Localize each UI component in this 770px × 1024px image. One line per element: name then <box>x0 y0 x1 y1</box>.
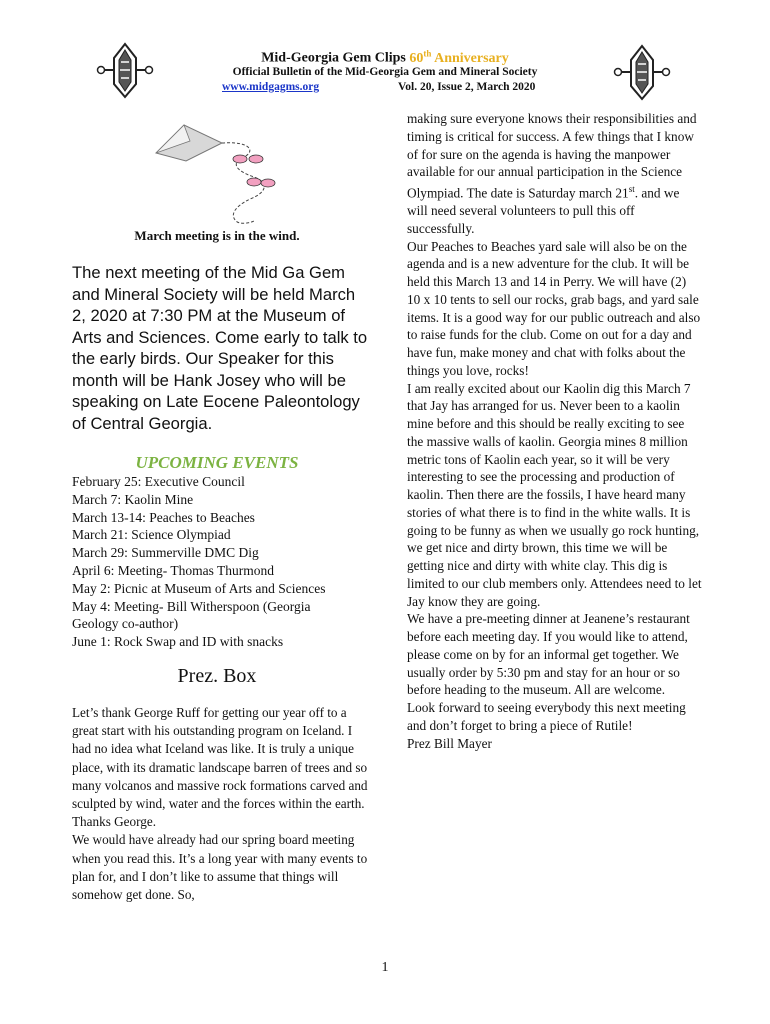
signature: Prez Bill Mayer <box>407 735 492 751</box>
right-paragraph-4: We have a pre-meeting dinner at Jeanene’s restaurant before each meeting day. If you would like to attend, please come on by for an informal get together. We usually order by 5:30 pm and stay for an hour or so before heading to the museum. All are welcome. <box>407 611 690 698</box>
title-text: Mid-Georgia Gem Clips <box>261 50 406 66</box>
event-item: March 13-14: Peaches to Beaches <box>72 509 255 525</box>
events-list <box>72 473 372 651</box>
meeting-announcement: The next meeting of the Mid Ga Gem and Mineral Society will be held March 2, 2020 at 7:30 PM at the Museum of Arts and Sciences. Come early to talk to the early birds. Our Speaker for this month will be Hank Josey who will be speaking on Late Eocene Paleontology of Central Georgia. <box>72 263 368 433</box>
website-link-wrap <box>222 81 319 93</box>
illustration-caption: March meeting is in the wind. <box>134 228 300 243</box>
anniversary-label: 60th Anniversary <box>409 48 509 66</box>
event-item: March 7: Kaolin Mine <box>72 491 194 507</box>
event-item: March 21: Science Olympiad <box>72 527 231 543</box>
issue-info: Vol. 20, Issue 2, March 2020 <box>398 81 536 93</box>
event-item: March 29: Summerville DMC Dig <box>72 545 259 561</box>
event-item: April 6: Meeting- Thomas Thurmond <box>72 562 274 578</box>
right-column <box>407 110 702 752</box>
prez-box-text: Let’s thank George Ruff for getting our year off to a great start with his outstanding program on Iceland. I had no idea what Iceland was like. It is truly a unique place, with its dramatic landscape barren of trees and so many volcanos and massive rock formations carved and sculpted by wind, water and the forces within the earth. Thanks George. We would have already had our spring board meeting when you read this. It’s a long year with many events to plan for, and I don’t like to assume that things will somehow get done. So, <box>72 705 368 903</box>
upcoming-events-heading: UPCOMING EVENTS <box>135 453 299 472</box>
right-paragraph-2: Our Peaches to Beaches yard sale will also be on the agenda and is a new adventure for the club. It will be held this March 13 and 14 in Perry. We will have (2) 10 x 10 tents to sell our rocks, grab bags, and yard sale items. It is a good way for our public outreach and also to raise funds for the club. Come on out for a day and have fun, make money and chat with folks about the things you love, rocks! <box>407 238 701 378</box>
event-item: May 4: Meeting- Bill Witherspoon (Georgia <box>72 598 311 614</box>
page-number: 1 <box>381 960 389 975</box>
newsletter-subtitle: Official Bulletin of the Mid-Georgia Gem and Mineral Society <box>232 66 538 78</box>
event-item: Geology co-author) <box>72 616 179 632</box>
right-paragraph-3: I am really excited about our Kaolin dig this March 7 that Jay has arranged for us. Never been to a kaolin mine before and this should be really exciting to see the massive walls of kaolin. Georgia mines 8 million metric tons of Kaolin each year, so it will be very interesting to see the processing and production of kaolin. Then there are the fossils, I have heard many stories of what there is to find in the white walls. It is going to be funny as when we usually go rock hunting, we get nice and dirty brown, this time we will be getting nice and dirty with white clay. This dig is limited to our club members only. Attendees need to let Jay know they are going. <box>407 380 702 609</box>
website-link[interactable]: www.midgagms.org <box>222 81 320 93</box>
event-item: February 25: Executive Council <box>72 474 245 489</box>
right-paragraph-1: making sure everyone knows their responsibilities and timing is critical for success. A few things that I know of for sure on the agenda is having the manpower available for our annual participation in the Science Olympiad. The date is Saturday march 21st. and we will need several volunteers to pull this off successfully. <box>407 111 697 236</box>
event-item: May 2: Picnic at Museum of Arts and Sciences <box>72 580 326 596</box>
kite-illustration <box>150 117 290 232</box>
prez-box-heading: Prez. Box <box>177 665 257 687</box>
right-paragraph-5: Look forward to seeing everybody this next meeting and don’t forget to bring a piece of Rutile! <box>407 700 686 733</box>
newsletter-title <box>0 48 770 67</box>
event-item: June 1: Rock Swap and ID with snacks <box>72 634 284 650</box>
